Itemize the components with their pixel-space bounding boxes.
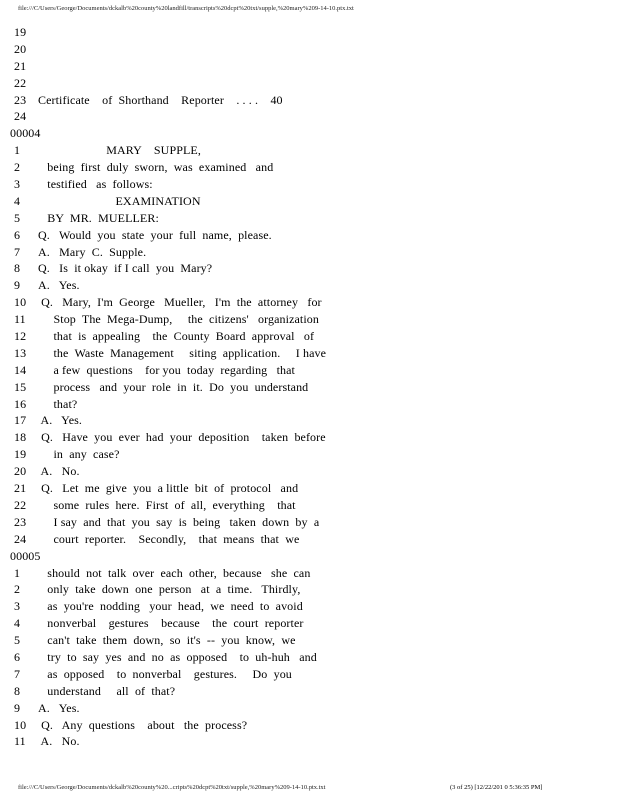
line-text: A. No. xyxy=(38,464,80,479)
transcript-line xyxy=(0,108,618,125)
transcript-line xyxy=(0,176,618,193)
line-number: 10 xyxy=(14,295,27,310)
transcript-line xyxy=(0,700,618,717)
transcript-line xyxy=(0,379,618,396)
transcript-line xyxy=(0,649,618,666)
transcript-line xyxy=(0,362,618,379)
transcript-line xyxy=(0,480,618,497)
transcript-line xyxy=(0,345,618,362)
line-text: understand all of that? xyxy=(38,683,176,698)
line-text: the Waste Management siting application. I have xyxy=(38,345,327,360)
line-number: 4 xyxy=(14,616,21,631)
line-text: testified as follows: xyxy=(38,177,153,192)
transcript-line xyxy=(0,244,618,261)
transcript-line xyxy=(0,159,618,176)
line-number: 20 xyxy=(14,41,27,56)
line-number: 22 xyxy=(14,75,27,90)
line-text: only take down one person at a time. Thirdly, xyxy=(38,582,301,597)
line-text: that is appealing the County Board approval of xyxy=(38,329,315,344)
line-number: 1 xyxy=(14,565,21,580)
line-number: 10 xyxy=(14,717,27,732)
transcript-line xyxy=(0,683,618,700)
line-number: 5 xyxy=(14,210,21,225)
line-number: 6 xyxy=(14,227,21,242)
line-text: some rules here. First of all, everything that xyxy=(38,497,296,512)
transcript-line xyxy=(0,277,618,294)
line-text: can't take them down, so it's -- you know, we xyxy=(38,633,296,648)
line-number: 00004 xyxy=(10,126,41,141)
line-text: in any case? xyxy=(38,447,120,462)
line-number: 16 xyxy=(14,396,27,411)
transcript-line xyxy=(0,260,618,277)
line-number: 00005 xyxy=(10,548,41,563)
line-number: 4 xyxy=(14,193,21,208)
line-number: 15 xyxy=(14,379,27,394)
line-text: I say and that you say is being taken down by a xyxy=(38,514,320,529)
line-number: 19 xyxy=(14,447,27,462)
line-number: 1 xyxy=(14,143,21,158)
line-number: 11 xyxy=(14,312,26,327)
transcript-line xyxy=(0,24,618,41)
line-number: 9 xyxy=(14,278,21,293)
transcript-line xyxy=(0,41,618,58)
line-number: 12 xyxy=(14,329,27,344)
line-text: A. Yes. xyxy=(38,278,80,293)
line-number: 21 xyxy=(14,481,27,496)
line-number: 8 xyxy=(14,261,21,276)
transcript-line xyxy=(0,227,618,244)
line-text: A. No. xyxy=(38,734,80,749)
line-number: 7 xyxy=(14,666,21,681)
transcript-line xyxy=(0,581,618,598)
transcript-line xyxy=(0,58,618,75)
transcript-line xyxy=(0,396,618,413)
line-number: 8 xyxy=(14,683,21,698)
line-text: BY MR. MUELLER: xyxy=(38,210,159,225)
page-marker xyxy=(0,125,618,142)
line-text: court reporter. Secondly, that means that we xyxy=(38,531,300,546)
line-text: A. Mary C. Supple. xyxy=(38,244,147,259)
line-number: 21 xyxy=(14,58,27,73)
line-number: 13 xyxy=(14,345,27,360)
transcript-line xyxy=(0,514,618,531)
line-number: 6 xyxy=(14,649,21,664)
transcript-line xyxy=(0,210,618,227)
page-info-footer: (3 of 25) [12/22/201 0 5:36:35 PM] xyxy=(450,784,543,791)
transcript-line xyxy=(0,92,618,109)
line-number: 2 xyxy=(14,582,21,597)
file-path-header: file:///C/Users/George/Documents/dckalb%20county%20landfill/transcripts%20dcpt%20txt/supple,%20mary%209-14-10.ptx.txt xyxy=(18,5,354,12)
transcript-line xyxy=(0,666,618,683)
transcript-line xyxy=(0,598,618,615)
line-text: A. Yes. xyxy=(38,413,83,428)
transcript-line xyxy=(0,412,618,429)
line-number: 14 xyxy=(14,362,27,377)
line-text: EXAMINATION xyxy=(38,193,201,208)
transcript-line xyxy=(0,328,618,345)
line-text: A. Yes. xyxy=(38,700,80,715)
line-number: 23 xyxy=(14,514,27,529)
line-number: 24 xyxy=(14,531,27,546)
transcript-line xyxy=(0,531,618,548)
transcript-line xyxy=(0,193,618,210)
transcript-line xyxy=(0,565,618,582)
transcript-line xyxy=(0,733,618,750)
transcript-line xyxy=(0,463,618,480)
line-number: 2 xyxy=(14,160,21,175)
line-number: 18 xyxy=(14,430,27,445)
transcript-line xyxy=(0,717,618,734)
line-number: 20 xyxy=(14,464,27,479)
transcript-line xyxy=(0,632,618,649)
transcript-body xyxy=(0,24,618,750)
line-number: 5 xyxy=(14,633,21,648)
line-text: that? xyxy=(38,396,78,411)
line-text: process and your role in it. Do you understand xyxy=(38,379,309,394)
transcript-line xyxy=(0,75,618,92)
transcript-line xyxy=(0,615,618,632)
line-text: as opposed to nonverbal gestures. Do you xyxy=(38,666,292,681)
page-marker xyxy=(0,548,618,565)
line-text: Q. Mary, I'm George Mueller, I'm the attorney for xyxy=(38,295,322,310)
line-text: should not talk over each other, because she can xyxy=(38,565,311,580)
line-text: Stop The Mega-Dump, the citizens' organization xyxy=(38,312,319,327)
line-text: nonverbal gestures because the court reporter xyxy=(38,616,304,631)
transcript-line xyxy=(0,294,618,311)
line-text: Q. Is it okay if I call you Mary? xyxy=(38,261,213,276)
line-text: Q. Have you ever had your deposition taken before xyxy=(38,430,326,445)
line-text: Q. Let me give you a little bit of protocol and xyxy=(38,481,299,496)
transcript-line xyxy=(0,497,618,514)
line-number: 23 xyxy=(14,92,27,107)
line-text: Q. Any questions about the process? xyxy=(38,717,248,732)
line-number: 22 xyxy=(14,497,27,512)
line-number: 17 xyxy=(14,413,27,428)
transcript-line xyxy=(0,446,618,463)
line-number: 24 xyxy=(14,109,27,124)
transcript-line xyxy=(0,311,618,328)
line-text: being first duly sworn, was examined and xyxy=(38,160,274,175)
line-number: 7 xyxy=(14,244,21,259)
line-text: Certificate of Shorthand Reporter . . . . 40 xyxy=(38,92,283,107)
line-text: try to say yes and no as opposed to uh-huh and xyxy=(38,649,317,664)
file-path-footer: file:///C/Users/George/Documents/dckalb%20county%20...cripts%20dcpt%20txt/supple,%20mary%209-14-10.ptx.txt xyxy=(18,784,326,791)
line-text: a few questions for you today regarding that xyxy=(38,362,295,377)
transcript-line xyxy=(0,429,618,446)
line-text: Q. Would you state your full name, please. xyxy=(38,227,272,242)
line-number: 3 xyxy=(14,177,21,192)
line-number: 9 xyxy=(14,700,21,715)
transcript-line xyxy=(0,142,618,159)
line-text: MARY SUPPLE, xyxy=(38,143,201,158)
line-number: 19 xyxy=(14,25,27,39)
line-number: 11 xyxy=(14,734,26,749)
line-text: as you're nodding your head, we need to avoid xyxy=(38,599,303,614)
line-number: 3 xyxy=(14,599,21,614)
